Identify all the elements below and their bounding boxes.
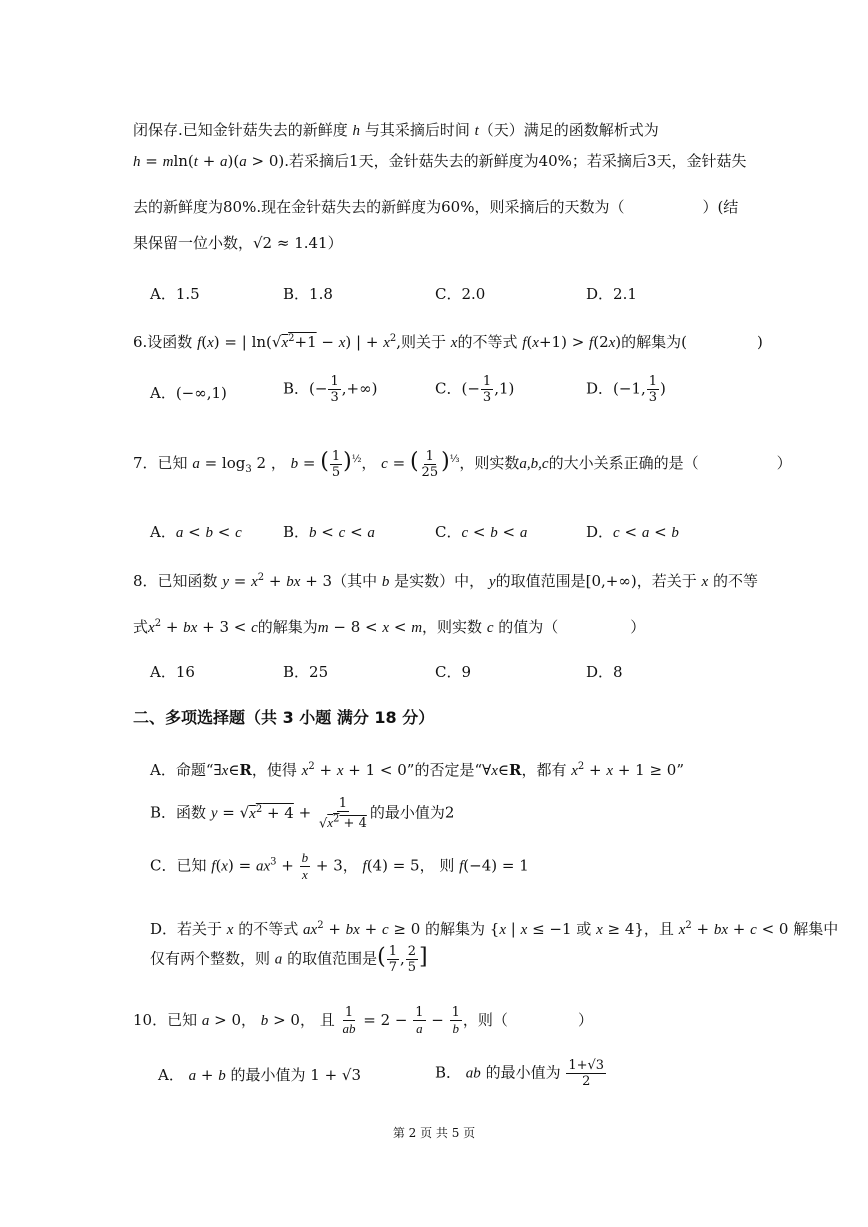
q10-option-b[interactable]: B． ab 的最小值为 $\frac{1+√3}{2}$ — [435, 1058, 605, 1089]
q7-option-b[interactable]: B．b < c < a — [283, 523, 375, 541]
q5-option-c[interactable]: C．2.0 — [435, 285, 486, 303]
q8-option-b[interactable]: B．25 — [283, 663, 329, 681]
q8-option-a[interactable]: A．16 — [150, 663, 195, 681]
q10-option-a[interactable]: A． a + b 的最小值为 1 + √3 — [158, 1066, 362, 1084]
q6-stem: 6.设函数 f(x) = | $\ln(√x^2+1 - x)$ | + $x^2$,则关于 x的不等式 f(x+1) > f(2x)的解集为( ) — [133, 333, 763, 351]
q10-stem: 10．已知 a > 0， b > 0， 且 $\frac{1}{ab}$ = 2 − $\frac{1}{a}$ − $\frac{1}{b}$ ，则（ ） — [133, 1005, 593, 1036]
q6-option-b[interactable]: B．(− $\frac{1}{3}$ ,+∞) — [283, 374, 378, 405]
section-heading: 二、多项选择题（共 3 小题 满分 18 分） — [133, 708, 435, 727]
q5-option-b[interactable]: B．1.8 — [283, 285, 333, 303]
q9-option-d-line2: 仅有两个整数，则 a 的取值范围是( $\frac{1}{7}$ , $\frac{2}{5}$ ] — [150, 944, 428, 975]
q8-line2: 式$x^2$ + bx + 3 < c的解集为m − 8 < x < m，则实数 c 的值为（ ） — [133, 618, 646, 636]
q7-option-c[interactable]: C．c < b < a — [435, 523, 528, 541]
q7-option-a[interactable]: A．a < b < c — [150, 523, 242, 541]
q5-line1: 闭保存.已知金针菇失去的新鲜度 h 与其采摘后时间 t（天）满足的函数解析式为 — [133, 121, 659, 139]
q6-option-c[interactable]: C．(− $\frac{1}{3}$ ,1) — [435, 374, 515, 405]
q6-option-a[interactable]: A．(−∞,1) — [150, 384, 227, 402]
page-footer: 第 2 页 共 5 页 — [392, 1126, 476, 1140]
q5-option-a[interactable]: A．1.5 — [150, 285, 200, 303]
q9-option-a[interactable]: A．命题“∃x∈R，使得 $x^2 + x + 1 < 0$”的否定是“∀x∈R，都有 $x^2 + x + 1 \ge 0$” — [150, 761, 685, 779]
q9-option-b[interactable]: B．函数 $y = √x^2 + 4$ + $\frac{1}{√x^2 + 4}$ 的最小值为2 — [150, 796, 455, 832]
q7-stem: 7．已知 $a = \log_3 2$ ， b = ( $\frac{1}{5}$ )$^{\frac{1}{2}}$， c = ( $\frac{1}{25}$ )$^{\frac{1}{3}}$，则实数a,b,c的大小关系正确的是（ ） — [133, 448, 792, 480]
q5-line4: 果保留一位小数，√2 ≈ 1.41） — [133, 234, 343, 252]
q8-option-d[interactable]: D．8 — [586, 663, 623, 681]
q8-option-c[interactable]: C．9 — [435, 663, 472, 681]
q6-option-d[interactable]: D．(−1, $\frac{1}{3}$ ) — [586, 374, 666, 405]
q5-line2: h = mln(t + a)(a > 0).若采摘后1天，金针菇失去的新鲜度为40%；若采摘后3天，金针菇失 — [133, 152, 747, 170]
q9-option-c[interactable]: C．已知 $f(x) = ax^3$ + $\frac{b}{x}$ + 3， f(4) = 5， 则 f(−4) = 1 — [150, 850, 529, 882]
q8-line1: 8．已知函数 $y = x^2$ + bx + 3（其中 b 是实数）中， y的取值范围是[0,+∞)，若关于 x 的不等 — [133, 572, 758, 590]
q9-option-d-line1[interactable]: D．若关于 x 的不等式 $ax^2$ + bx + c ≥ 0 的解集为 {x | x ≤ −1 或 x ≥ 4}，且 $x^2$ + bx + c < 0 解集中 — [150, 920, 839, 938]
q7-option-d[interactable]: D．c < a < b — [586, 523, 679, 541]
q5-option-d[interactable]: D．2.1 — [586, 285, 637, 303]
q5-line3: 去的新鲜度为80%.现在金针菇失去的新鲜度为60%，则采摘后的天数为（ ）(结 — [133, 198, 739, 216]
